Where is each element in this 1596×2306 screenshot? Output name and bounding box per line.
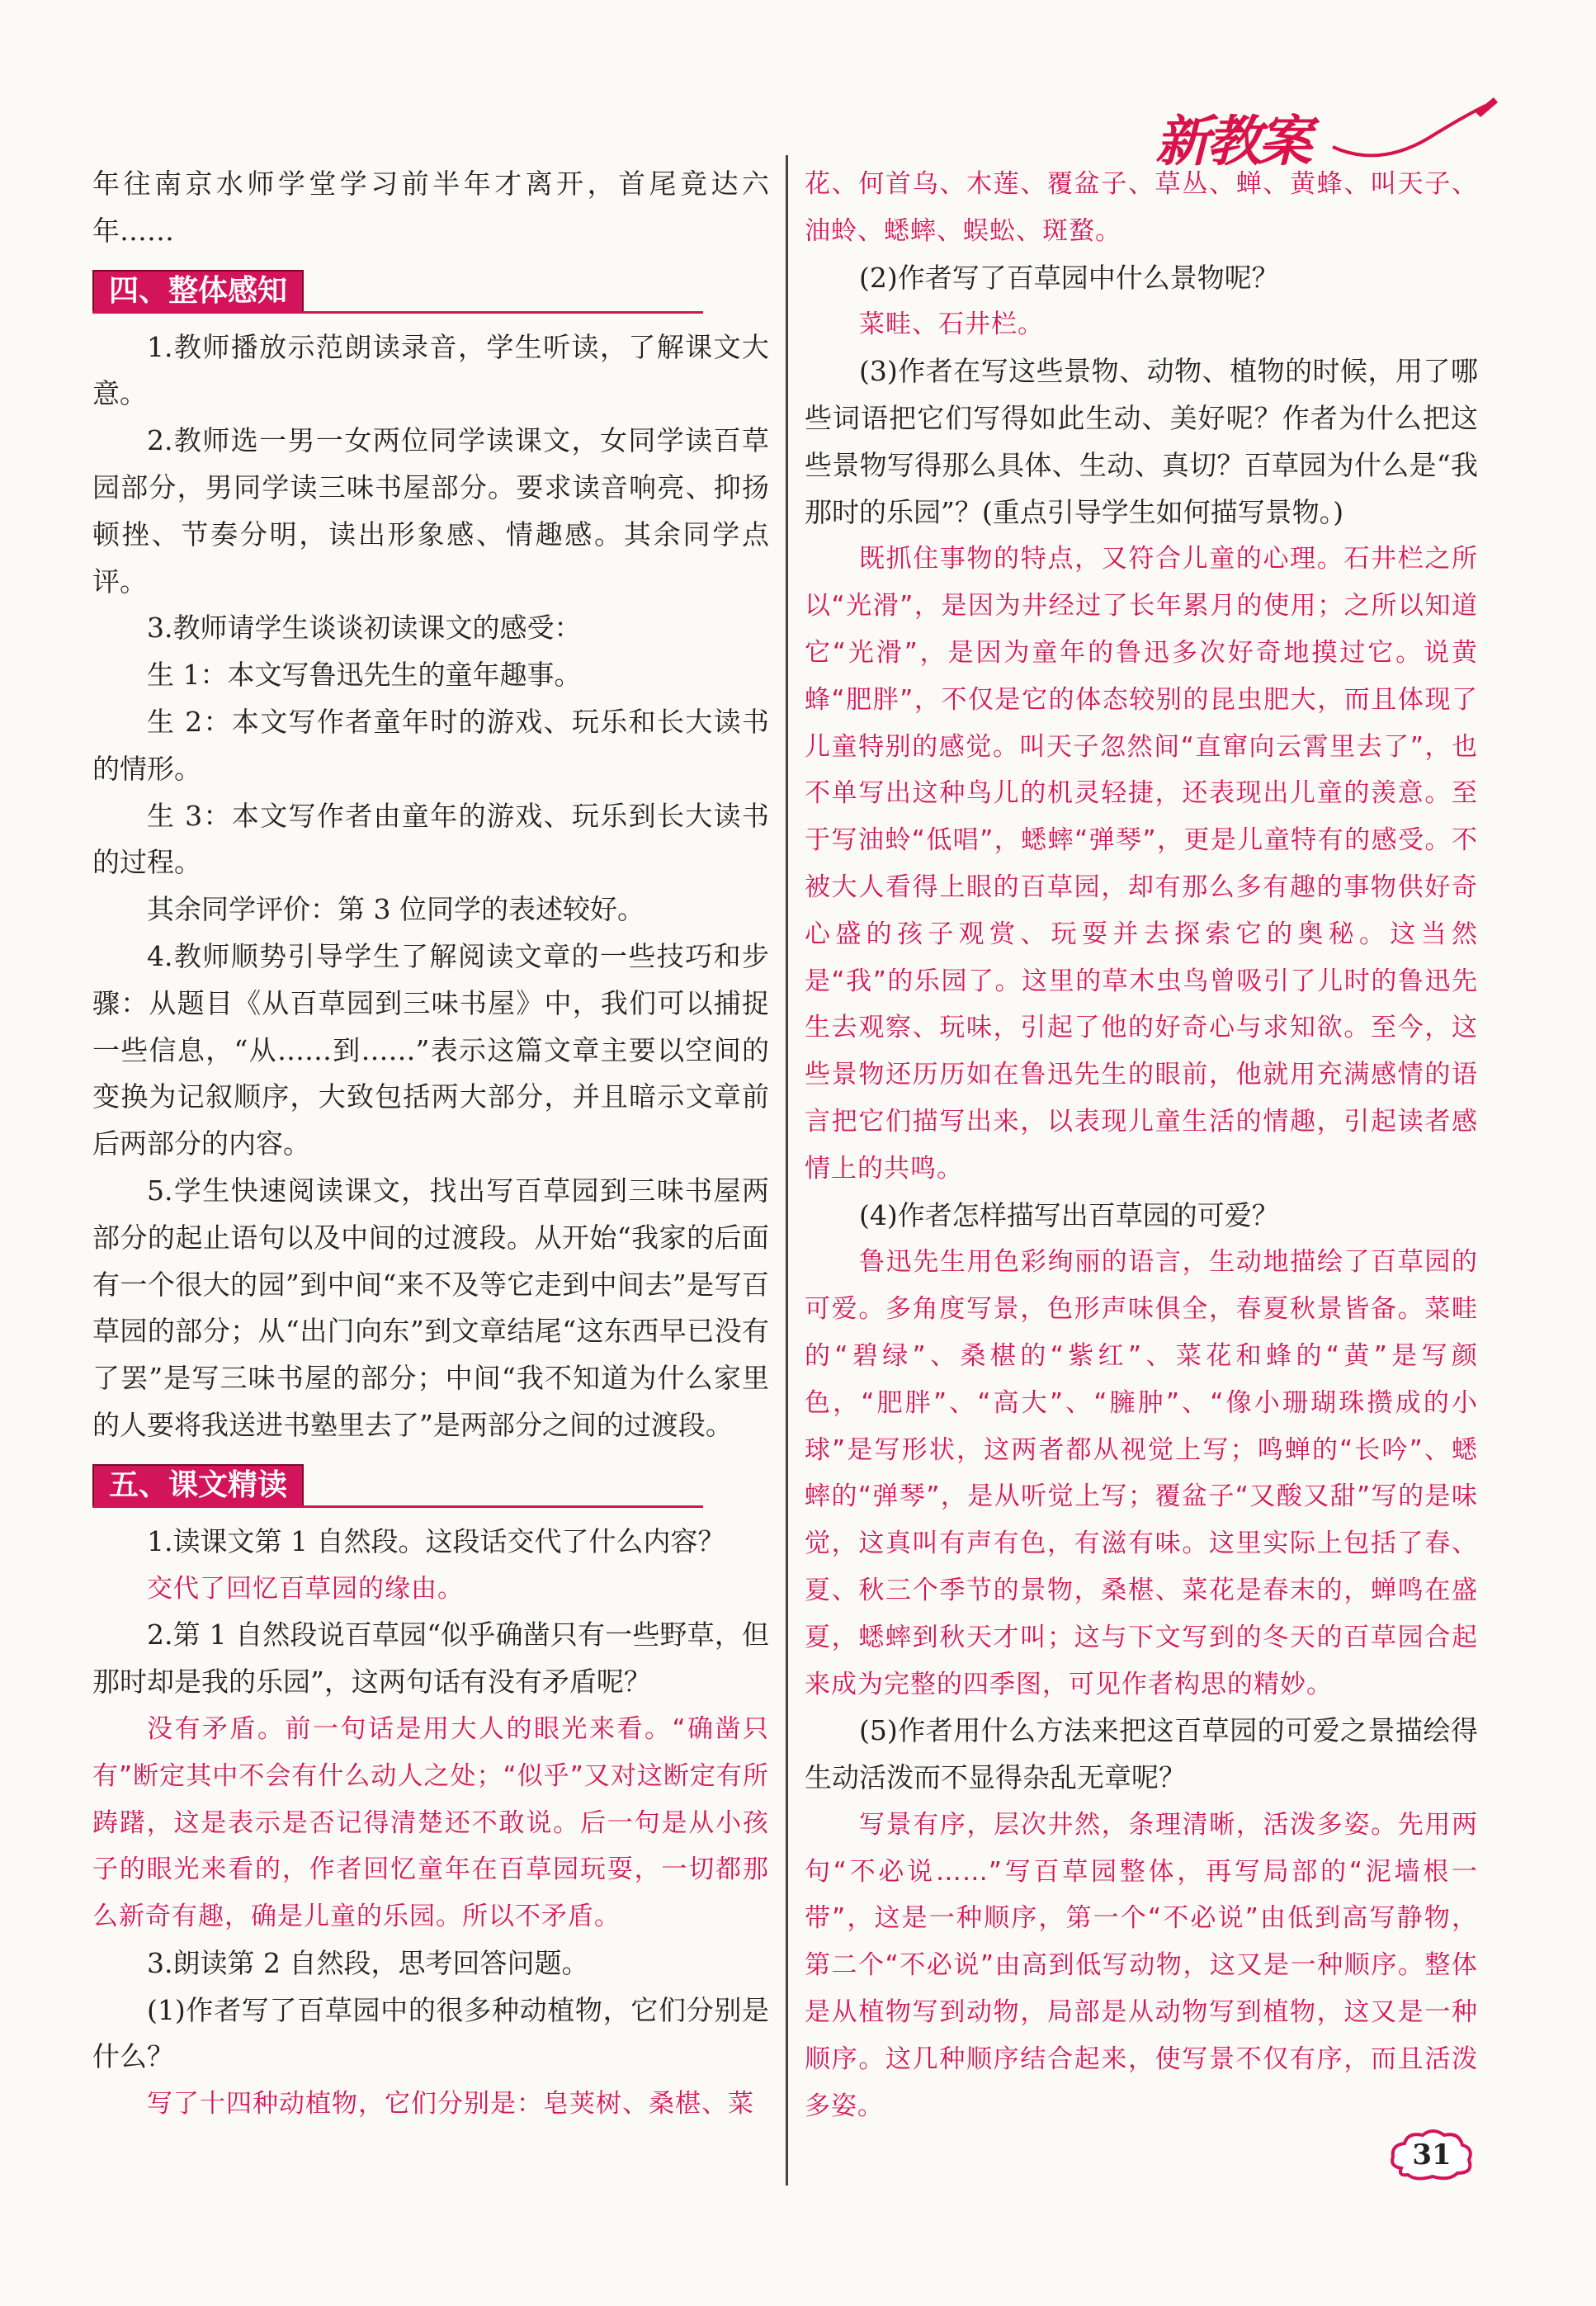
paragraph: 年往南京水师学堂学习前半年才离开，首尾竟达六年…… [92,168,769,247]
page-number: 31 [1412,2138,1452,2171]
page-number-badge [1386,2125,1477,2185]
question: 2.第 1 自然段说百草园“似乎确凿只有一些野草，但那时却是我的乐园”，这两句话有没有矛盾呢？ [92,1618,769,1699]
paragraph: 其余同学评价：第 3 位同学的表述较好。 [147,893,645,926]
paragraph: 5.学生快速阅读课文，找出写百草园到三味书屋两部分的起止语句以及中间的过渡段。从开始“我家的后面有一个很大的园”到中间“来不及等它走到中间去”是写百草园的部分；从“出门向东”到文章结尾“这东西早已没有了罢”是写三味书屋的部分；中间“我不知道为什么家里的人要将我送进书塾里去了”是两部分之间的过渡段。 [92,1174,769,1441]
paragraph: 1.教师播放示范朗读录音，学生听读，了解课文大意。 [92,330,769,410]
section-underline [92,1505,703,1508]
answer: 菜畦、石井栏。 [859,310,1044,340]
section-header-5 [92,1456,769,1514]
question: (4)作者怎样描写出百草园的可爱？ [859,1198,1279,1231]
question: (2)作者写了百草园中什么景物呢？ [859,261,1279,294]
question: (3)作者在写这些景物、动物、植物的时候，用了哪些词语把它们写得如此生动、美好呢？作者为什么把这些景物写得那么具体、生动、真切？百草园为什么是“我那时的乐园”？(重点引导学生如何描写景物。) [805,355,1478,528]
section-underline [92,311,703,314]
right-column [805,161,1478,2129]
question: 1.读课文第 1 自然段。这段话交代了什么内容？ [147,1524,725,1557]
column-divider [786,155,788,2186]
question: (1)作者写了百草园中的很多种动植物，它们分别是什么？ [92,1993,769,2073]
paragraph: 生 1：本文写鲁迅先生的童年趣事。 [147,659,582,692]
question: (5)作者用什么方法来把这百草园的可爱之景描绘得生动活泼而不显得杂乱无章呢？ [805,1714,1478,1794]
paragraph: 2.教师选一男一女两位同学读课文，女同学读百草园部分，男同学读三味书屋部分。要求读音响亮、抑扬顿挫、节奏分明，读出形象感、情趣感。其余同学点评。 [92,424,769,598]
answer: 写景有序，层次井然，条理清晰，活泼多姿。先用两句“不必说……”写百草园整体，再写局部的“泥墙根一带”，这是一种顺序，第一个“不必说”由低到高写静物，第二个“不必说”由高到低写动物，这又是一种顺序。整体是从植物写到动物，局部是从动物写到植物，这又是一种顺序。这几种顺序结合起来，使写景不仅有序，而且活泼多姿。 [805,1809,1478,2121]
section-title: 四、整体感知 [92,270,304,313]
answer: 没有矛盾。前一句话是用大人的眼光来看。“确凿只有”断定其中不会有什么动人之处；“似乎”又对这断定有所踌躇，这是表示是否记得清楚还不敢说。后一句是从小孩子的眼光来看的，作者回忆童年在百草园玩耍，一切都那么新奇有趣，确是儿童的乐园。所以不矛盾。 [92,1713,769,1932]
answer: 鲁迅先生用色彩绚丽的语言，生动地描绘了百草园的可爱。多角度写景，色形声味俱全，春夏秋景皆备。菜畦的“碧绿”、桑椹的“紫红”、菜花和蜂的“黄”是写颜色，“肥胖”、“高大”、“臃肿”、“像小珊瑚珠攒成的小球”是写形状，这两者都从视觉上写；鸣蝉的“长吟”、蟋蟀的“弹琴”，是从听觉上写；覆盆子“又酸又甜”写的是味觉，这真叫有声有色，有滋有味。这里实际上包括了春、夏、秋三个季节的景物，桑椹、菜花是春末的，蝉鸣在盛夏，蟋蟀到秋天才叫；这与下文写到的冬天的百草园合起来成为完整的四季图，可见作者构思的精妙。 [805,1247,1478,1699]
answer: 写了十四种动植物，它们分别是：皂荚树、桑椹、菜 [147,2089,754,2119]
left-column [92,161,769,2128]
paragraph: 3.教师请学生谈谈初读课文的感受： [147,612,582,645]
section-title: 五、课文精读 [92,1464,304,1507]
paragraph: 生 2：本文写作者童年时的游戏、玩乐和长大读书的情形。 [92,705,769,785]
question: 3.朗读第 2 自然段，思考回答问题。 [147,1946,589,1979]
answer: 花、何首乌、木莲、覆盆子、草丛、蝉、黄蜂、叫天子、油蛉、蟋蟀、蜈蚣、斑蝥。 [805,169,1478,246]
logo-text: 新教案 [1155,110,1309,173]
paragraph: 生 3：本文写作者由童年的游戏、玩乐到长大读书的过程。 [92,799,769,879]
answer: 既抓住事物的特点，又符合儿童的心理。石井栏之所以“光滑”，是因为井经过了长年累月的使用；之所以知道它“光滑”，是因为童年的鲁迅多次好奇地摸过它。说黄蜂“肥胖”，不仅是它的体态较别的昆虫肥大，而且体现了儿童特别的感觉。叫天子忽然间“直窜向云霄里去了”，也不单写出这种鸟儿的机灵轻捷，还表现出儿童的羡意。至于写油蛉“低唱”，蟋蟀“弹琴”，更是儿童特有的感受。不被大人看得上眼的百草园，却有那么多有趣的事物供好奇心盛的孩子观赏、玩耍并去探索它的奥秘。这当然是“我”的乐园了。这里的草木虫鸟曾吸引了儿时的鲁迅先生去观察、玩味，引起了他的好奇心与求知欲。至今，这些景物还历历如在鲁迅先生的眼前，他就用充满感情的语言把它们描写出来，以表现儿童生活的情趣，引起读者感情上的共鸣。 [805,544,1478,1184]
answer: 交代了回忆百草园的缘由。 [147,1573,464,1604]
pen-swoosh-icon [1329,89,1502,163]
section-header-4 [92,262,769,319]
paragraph: 4.教师顺势引导学生了解阅读文章的一些技巧和步骤：从题目《从百草园到三味书屋》中，我们可以捕捉一些信息，“从……到……”表示这篇文章主要以空间的变换为记叙顺序，大致包括两大部分，并且暗示文章前后两部分的内容。 [92,939,769,1160]
